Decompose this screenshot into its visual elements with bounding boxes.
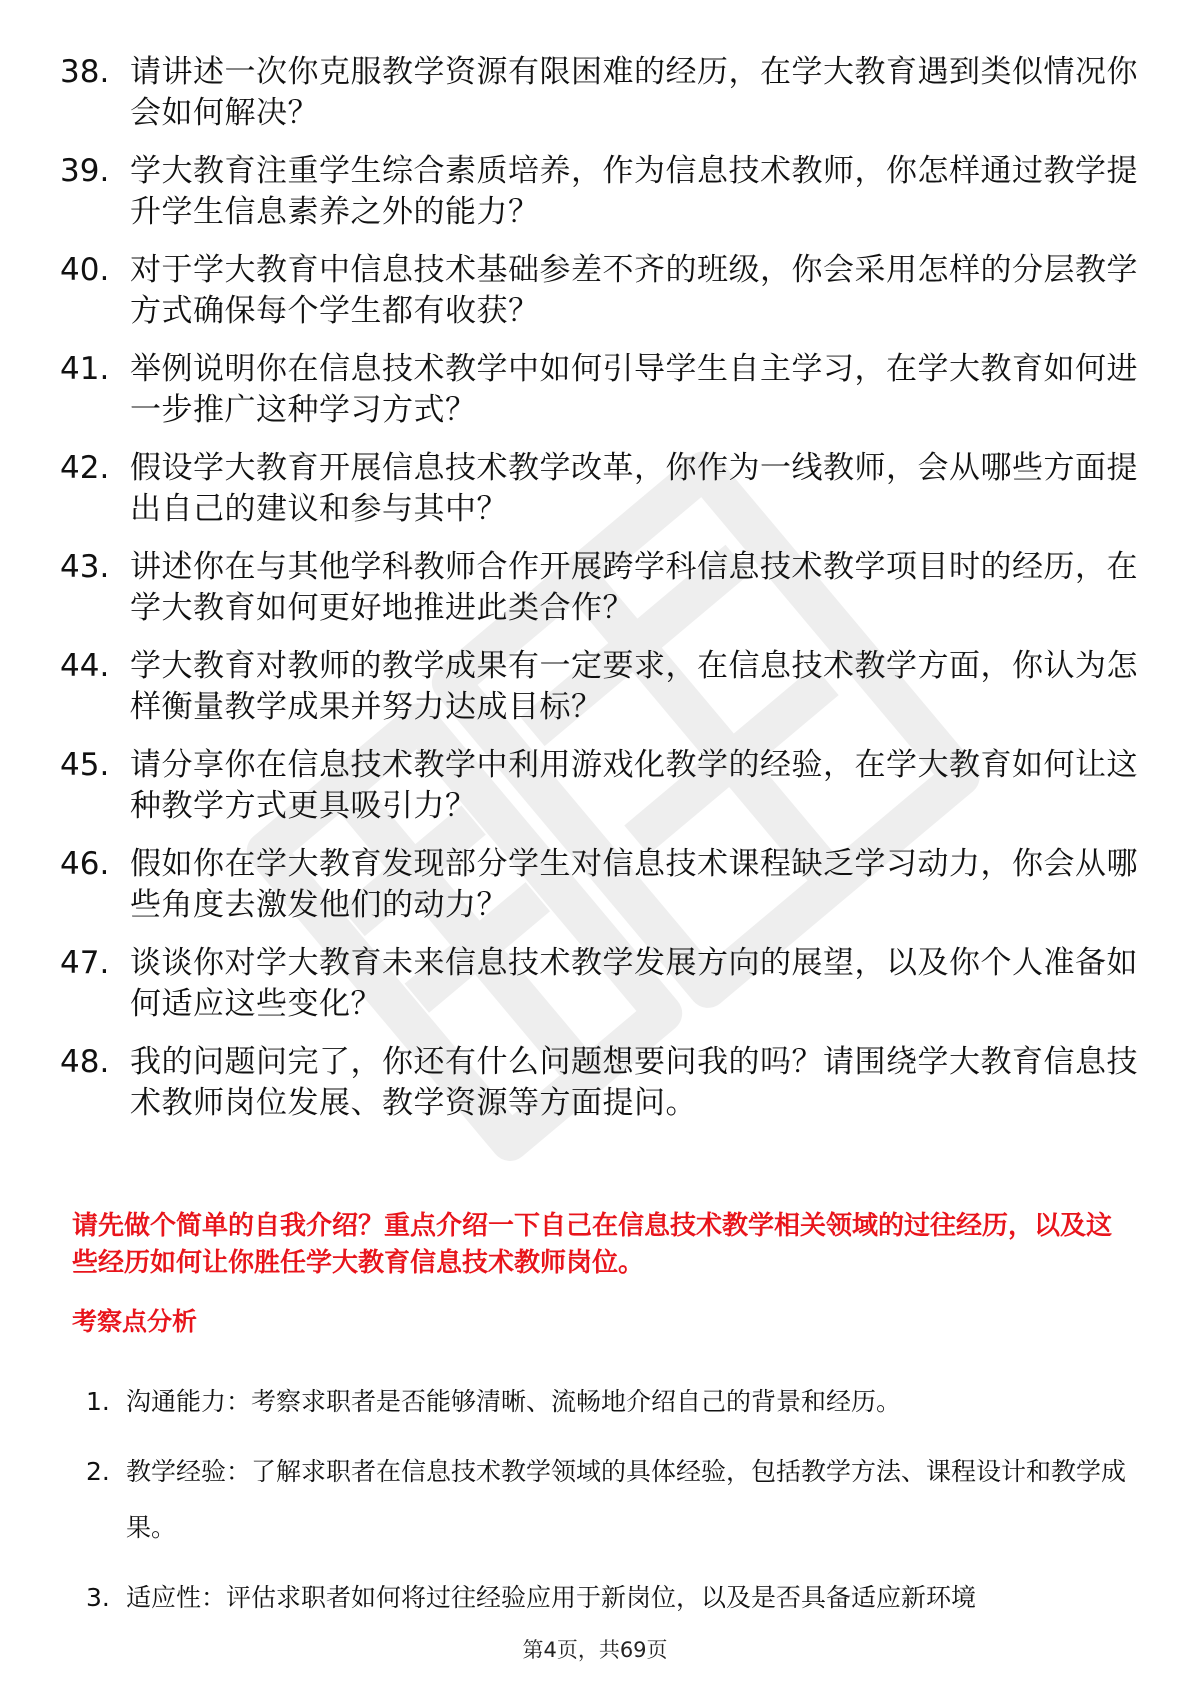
highlight-question: 请先做个简单的自我介绍？重点介绍一下自己在信息技术教学相关领域的过往经历，以及这些经历如何让你胜任学大教育信息技术教师岗位。 [72, 1211, 1113, 1278]
analysis-title: 考察点分析 [72, 1307, 198, 1336]
point-text: 适应性：评估求职者如何将过往经验应用于新岗位，以及是否具备适应新环境 [126, 1583, 977, 1612]
question-text: 假如你在学大教育发现部分学生对信息技术课程缺乏学习动力，你会从哪些角度去激发他们的动力？ [130, 846, 1138, 923]
point-number: 1. [86, 1387, 110, 1416]
point-text: 教学经验：了解求职者在信息技术教学领域的具体经验，包括教学方法、课程设计和教学成果。 [126, 1457, 1127, 1542]
question-list [60, 52, 1140, 1141]
question-number: 46. [60, 846, 110, 882]
list-item [86, 1378, 1126, 1430]
question-number: 39. [60, 153, 110, 189]
list-item [60, 448, 1140, 530]
list-item [60, 250, 1140, 332]
page-footer: 第4页，共69页 [522, 1638, 668, 1662]
point-number: 2. [86, 1457, 110, 1486]
list-item [60, 844, 1140, 926]
question-number: 41. [60, 351, 110, 387]
question-text: 学大教育对教师的教学成果有一定要求，在信息技术教学方面，你认为怎样衡量教学成果并努力达成目标？ [130, 648, 1138, 725]
list-item [86, 1448, 1126, 1556]
question-text: 对于学大教育中信息技术基础参差不齐的班级，你会采用怎样的分层教学方式确保每个学生都有收获？ [130, 252, 1138, 329]
question-number: 48. [60, 1044, 110, 1080]
list-item [60, 943, 1140, 1025]
list-item [60, 1042, 1140, 1124]
question-number: 43. [60, 549, 110, 585]
question-text: 学大教育注重学生综合素质培养，作为信息技术教师，你怎样通过教学提升学生信息素养之外的能力？ [130, 153, 1138, 230]
question-text: 请讲述一次你克服教学资源有限困难的经历，在学大教育遇到类似情况你会如何解决？ [130, 54, 1138, 131]
question-number: 44. [60, 648, 110, 684]
analysis-points [86, 1378, 1126, 1644]
question-number: 42. [60, 450, 110, 486]
question-number: 38. [60, 54, 110, 90]
question-text: 谈谈你对学大教育未来信息技术教学发展方向的展望，以及你个人准备如何适应这些变化？ [130, 945, 1138, 1022]
list-item [60, 151, 1140, 233]
list-item [60, 646, 1140, 728]
list-item [60, 349, 1140, 431]
question-number: 47. [60, 945, 110, 981]
list-item [60, 52, 1140, 134]
list-item [60, 547, 1140, 629]
question-text: 举例说明你在信息技术教学中如何引导学生自主学习，在学大教育如何进一步推广这种学习方式？ [130, 351, 1138, 428]
question-number: 40. [60, 252, 110, 288]
question-text: 假设学大教育开展信息技术教学改革，你作为一线教师，会从哪些方面提出自己的建议和参与其中？ [130, 450, 1138, 527]
question-text: 我的问题问完了，你还有什么问题想要问我的吗？请围绕学大教育信息技术教师岗位发展、教学资源等方面提问。 [130, 1044, 1138, 1121]
question-text: 请分享你在信息技术教学中利用游戏化教学的经验，在学大教育如何让这种教学方式更具吸引力？ [130, 747, 1138, 824]
point-number: 3. [86, 1583, 110, 1612]
point-text: 沟通能力：考察求职者是否能够清晰、流畅地介绍自己的背景和经历。 [126, 1387, 902, 1416]
question-text: 讲述你在与其他学科教师合作开展跨学科信息技术教学项目时的经历，在学大教育如何更好地推进此类合作？ [130, 549, 1138, 626]
question-number: 45. [60, 747, 110, 783]
list-item [86, 1574, 1126, 1626]
list-item [60, 745, 1140, 827]
